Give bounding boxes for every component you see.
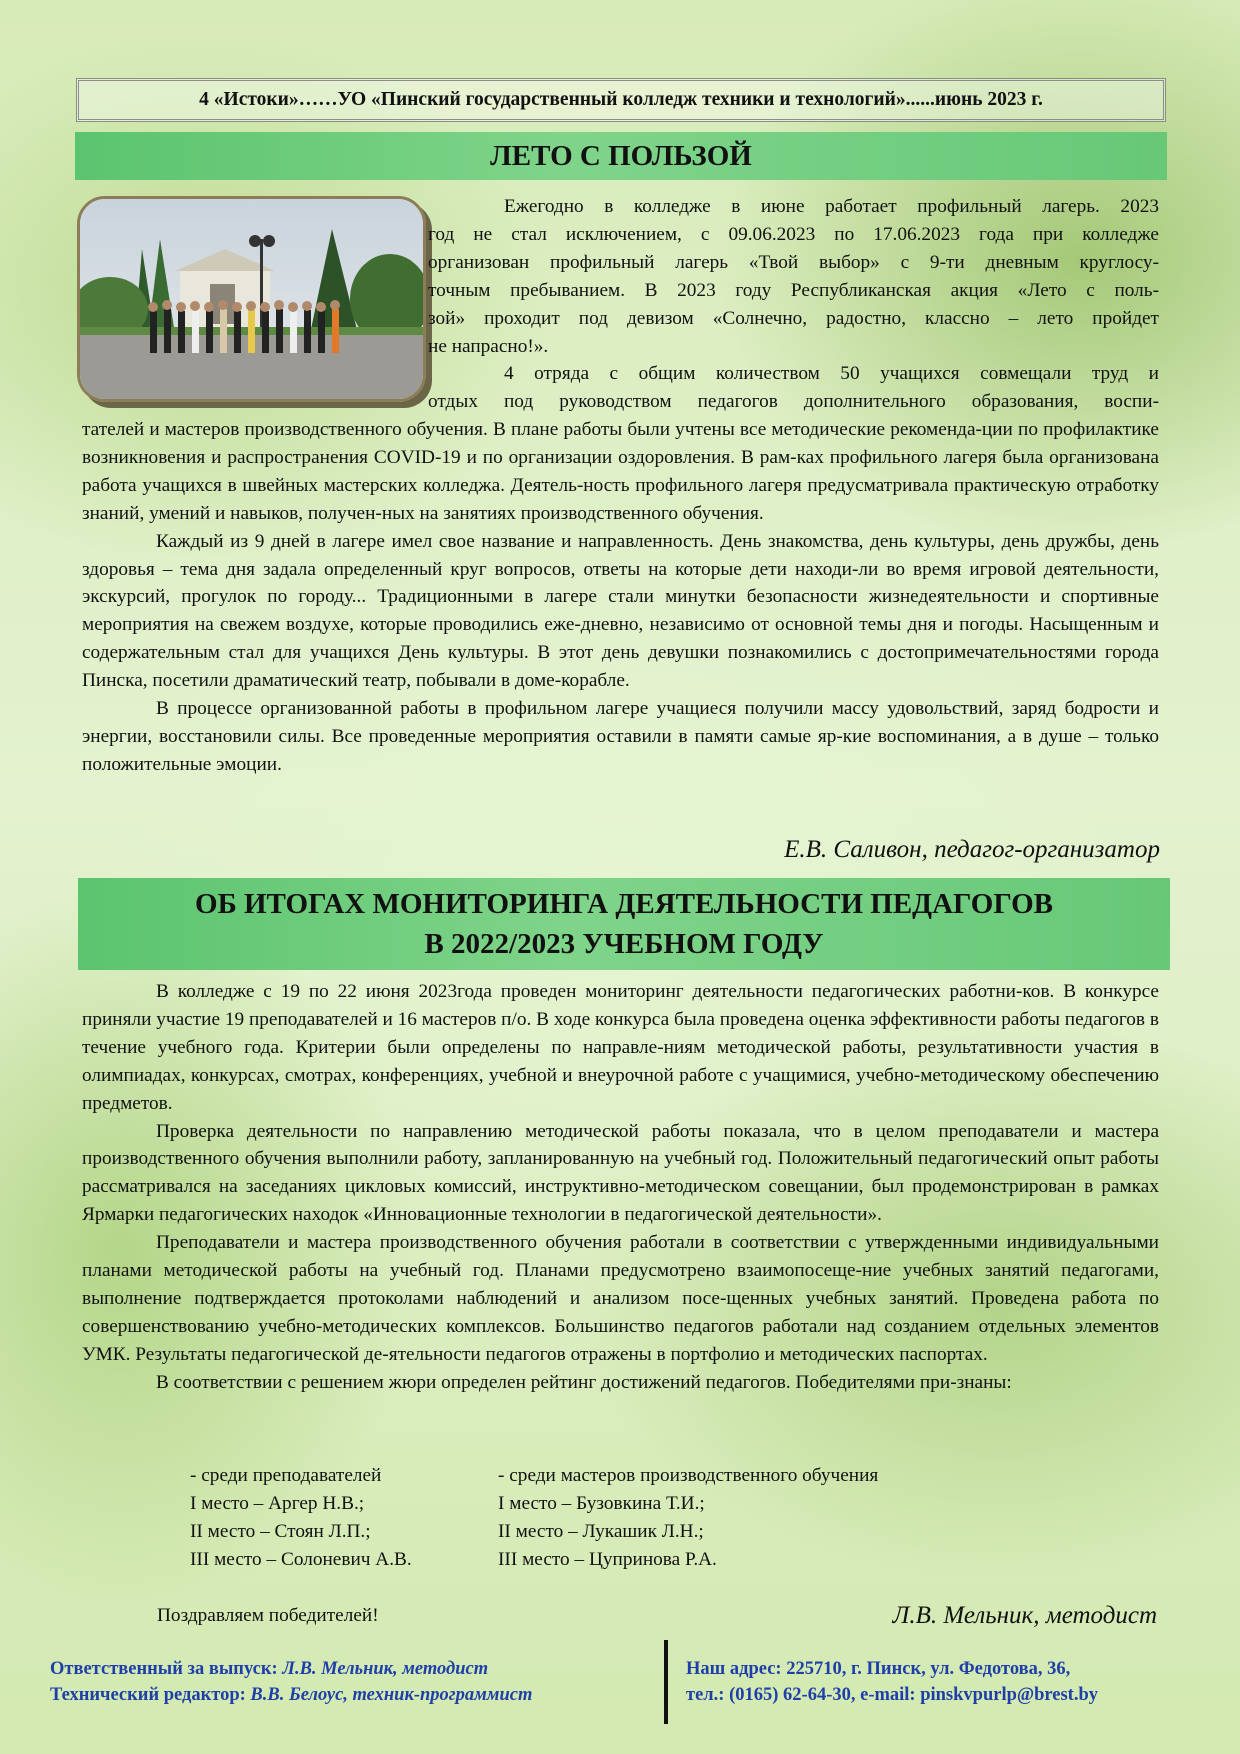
- article2-signature: Л.В. Мельник, методист: [892, 1602, 1157, 1629]
- article1-wrapped-lines: [428, 193, 1159, 416]
- article1-line: отдых под руководством педагогов дополнительного образования, воспи-: [428, 391, 1159, 413]
- article1-line: точным пребыванием. В 2023 году Республиканская акция «Лето с поль-: [428, 279, 1159, 301]
- winners-masters-item: I место – Бузовкина Т.И.;: [498, 1493, 705, 1514]
- article1-line: не напрасно!».: [428, 335, 549, 357]
- footer-address: Наш адрес: 225710, г. Пинск, ул. Федотова, 36,: [686, 1659, 1071, 1679]
- article1-body: [82, 416, 1159, 779]
- issue-header-text: 4 «Истоки»……УО «Пинский государственный колледж техники и технологий»......июнь 2023 г.: [199, 89, 1043, 110]
- congrats-text: Поздравляем победителей!: [157, 1605, 379, 1626]
- footer-editor-value: В.В. Белоус, техник-программист: [250, 1685, 533, 1705]
- winners-teachers-item: - среди преподавателей: [190, 1465, 382, 1486]
- footer-responsible-value: Л.В. Мельник, методист: [282, 1659, 489, 1679]
- footer-editor: [50, 1682, 532, 1708]
- article1-signature: Е.В. Саливон, педагог-организатор: [784, 836, 1160, 863]
- article2-title-bar: [78, 878, 1170, 970]
- article1-line: 4 отряда с общим количеством 50 учащихся совмещали труд и: [504, 363, 1159, 385]
- footer-responsible: [50, 1656, 532, 1682]
- winners-teachers-list: [190, 1462, 412, 1574]
- article2-title-line2: В 2022/2023 УЧЕБНОМ ГОДУ: [424, 928, 824, 960]
- issue-header: [76, 78, 1166, 122]
- article1-title-bar: [75, 132, 1167, 180]
- article2-body: [82, 978, 1159, 1397]
- article2-paragraph: Проверка деятельности по направлению методической работы показала, что в целом преподаватели и мастера производственного обучения выполнили работу, запланированную на учебный год. Положительный педагогический опыт работы рассматривался на заседаниях цикловых комиссий, инструктивно-методическом совещании, был продемонстрирован в рамках Ярмарки педагогических находок «Инновационные технологии в педагогической деятельности».: [82, 1120, 1159, 1226]
- footer-editor-label: Технический редактор:: [50, 1685, 246, 1705]
- article1-line: зой» проходит под девизом «Солнечно, радостно, классно – лето пройдет: [428, 307, 1159, 329]
- winners-masters-item: III место – Цупринова Р.А.: [498, 1549, 717, 1570]
- article1-line: Ежегодно в колледже в июне работает профильный лагерь. 2023: [504, 196, 1159, 217]
- article2-paragraph: Преподаватели и мастера производственного обучения работали в соответствии с утвержденными индивидуальными планами методической работы на учебный год. Планами предусмотрено взаимопосеще-ние учебных занятий педагогами, выполнение подтверждается протоколами наблюдений и анализом посе-щенных учебных занятий. Проведена работа по совершенствованию учебно-методических комплексов. Большинство педагогов работали над созданием отдельных элементов УМК. Результаты педагогической де-ятельности педагогов отражены в портфолио и методических паспортах.: [82, 1232, 1159, 1365]
- winners-masters-item: II место – Лукашик Л.Н.;: [498, 1521, 704, 1542]
- article1-line: год не стал исключением, с 09.06.2023 по 17.06.2023 года при колледже: [428, 223, 1159, 245]
- winners-teachers-item: I место – Аргер Н.В.;: [190, 1493, 365, 1514]
- footer-credits: [50, 1656, 532, 1708]
- footer-contacts: [686, 1656, 1098, 1708]
- footer-divider: [664, 1640, 668, 1724]
- article1-line: организован профильный лагерь «Твой выбор» с 9-ти дневным круглосу-: [428, 251, 1159, 273]
- footer-phone-email: тел.: (0165) 62-64-30, e-mail: pinskvpurlp@brest.by: [686, 1685, 1098, 1705]
- article1-paragraph: Каждый из 9 дней в лагере имел свое название и направленность. День знакомства, день культуры, день дружбы, день здоровья – тема дня задала определенный круг вопросов, ответы на которые дети находи-ли во время игровой деятельности, экскурсий, прогулок по городу... Традиционными в лагере стали минутки безопасности жизнедеятельности и спортивные мероприятия на свежем воздухе, которые проводились еже-дневно, независимо от основной темы дня и погоды. Насыщенным и содержательным стал для учащихся День культуры. В этот день девушки познакомились с достопримечательностями города Пинска, посетили драматический театр, побывали в доме-корабле.: [82, 530, 1159, 692]
- article1-paragraph: тателей и мастеров производственного обучения. В плане работы были учтены все методические рекоменда-ции по профилактике возникновения и распространения COVID-19 и по организации оздоровления. В рам-ках профильного лагеря была организована работа учащихся в швейных мастерских колледжа. Деятель-ность профильного лагеря предусматривала практическую отработку знаний, умений и навыков, получен-ных на занятиях производственного обучения.: [82, 419, 1159, 524]
- winners-masters-list: [498, 1462, 878, 1574]
- article1-title: ЛЕТО С ПОЛЬЗОЙ: [490, 139, 752, 172]
- camp-group-photo: [77, 196, 426, 402]
- winners-masters-item: - среди мастеров производственного обучения: [498, 1465, 879, 1486]
- winners-teachers-item: II место – Стоян Л.П.;: [190, 1521, 371, 1542]
- footer-responsible-label: Ответственный за выпуск:: [50, 1659, 278, 1679]
- article1-paragraph: В процессе организованной работы в профильном лагере учащиеся получили массу удовольствий, заряд бодрости и энергии, восстановили силы. Все проведенные мероприятия оставили в памяти самые яр-кие воспоминания, а в душе – только положительные эмоции.: [82, 698, 1159, 775]
- article2-paragraph: В соответствии с решением жюри определен рейтинг достижений педагогов. Победителями при-знаны:: [156, 1371, 1012, 1393]
- winners-teachers-item: III место – Солоневич А.В.: [190, 1549, 412, 1570]
- article2-title-line1: ОБ ИТОГАХ МОНИТОРИНГА ДЕЯТЕЛЬНОСТИ ПЕДАГОГОВ: [195, 888, 1053, 920]
- article2-paragraph: В колледже с 19 по 22 июня 2023года проведен мониторинг деятельности педагогических работни-ков. В конкурсе приняли участие 19 преподавателей и 16 мастеров п/о. В ходе конкурса была проведена оценка эффективности работы педагогов в течение учебного года. Критерии были определены по направле-ниям методической работы, результативности участия в олимпиадах, конкурсах, смотрах, конференциях, учебной и внеурочной работе с учащимися, учебно-методическому обеспечению предметов.: [82, 981, 1159, 1114]
